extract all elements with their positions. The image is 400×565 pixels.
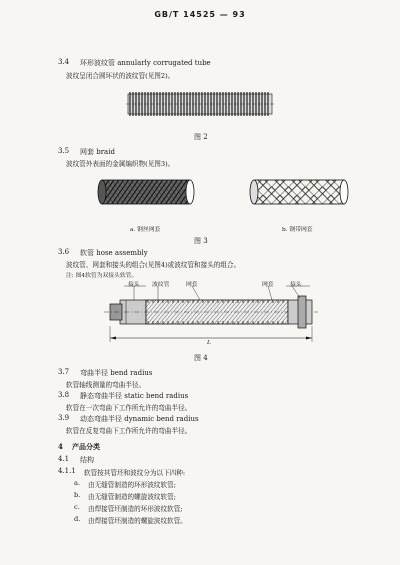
section-3-9-body: 软管在反复弯曲下工作所允许的弯曲半径。: [66, 427, 192, 435]
page-header: GB/T 14525 — 93: [154, 10, 246, 19]
figure-4-caption: 图 4: [194, 354, 208, 362]
section-3-4-body: 波纹呈闭合圆环状的波纹管(见图2)。: [66, 72, 175, 80]
section-3-8-number: 3.8: [58, 391, 70, 399]
figure-4-label-braid-right: 网套: [262, 282, 274, 288]
section-4-1-1-number: 4.1.1: [58, 467, 76, 475]
section-3-5-number: 3.5: [58, 147, 70, 155]
section-3-7-body: 软管轴线测量的弯曲半径。: [66, 381, 146, 389]
section-3-4-title: 环形波纹管 annularly corrugated tube: [80, 59, 211, 67]
figure-2-caption: 图 2: [194, 133, 208, 141]
list-item-c-mark: c.: [74, 503, 80, 511]
section-3-6-note: 注: 图4软管为双接头软管。: [66, 273, 138, 279]
section-3-6-number: 3.6: [58, 248, 70, 256]
section-3-9-number: 3.9: [58, 414, 70, 422]
list-item-b-mark: b.: [74, 491, 81, 499]
section-3-6-body: 波纹管、网套和接头的组合(见图4)或波纹管和接头的组合。: [66, 261, 241, 269]
section-4-1-1-intro: 软管按其管坯和波纹分为以下四种:: [84, 469, 186, 477]
section-4-title: 产品分类: [72, 442, 100, 451]
section-3-5-body: 波纹管外表面的金属编织物(见图3)。: [66, 160, 175, 168]
figure-4-label-tube: 波纹管: [152, 282, 170, 288]
figure-3-label-a: a. 钢丝网套: [130, 227, 161, 233]
figure-4-label-fitting-right: 接头: [290, 282, 302, 288]
section-4-number: 4: [58, 442, 63, 451]
section-3-4-number: 3.4: [58, 58, 70, 66]
figure-4-label-braid-left: 网套: [186, 282, 198, 288]
section-3-9-title: 动态弯曲半径 dynamic bend radius: [80, 415, 199, 423]
figure-4-label-fitting-left: 接头: [128, 282, 140, 288]
figure-4-dimension-L: L: [207, 340, 211, 346]
section-3-7-title: 弯曲半径 bend radius: [80, 369, 153, 377]
list-item-d-text: 由焊接管坯制造的螺旋波纹软管。: [88, 517, 187, 525]
list-item-d-mark: d.: [74, 515, 81, 523]
list-item-a-mark: a.: [74, 479, 81, 487]
section-4-1-title: 结构: [80, 456, 94, 464]
list-item-c-text: 由焊接管坯制造的环形波纹软管;: [88, 505, 183, 513]
section-3-8-title: 静态弯曲半径 static bend radius: [80, 392, 189, 400]
figure-3-caption: 图 3: [194, 237, 208, 245]
section-3-8-body: 软管在一次弯曲下工作所允许的弯曲半径。: [66, 404, 192, 412]
section-4-1-number: 4.1: [58, 455, 70, 463]
list-item-a-text: 由无缝管制造的环形波纹软管;: [88, 481, 176, 489]
section-3-6-title: 软管 hose assembly: [80, 249, 148, 257]
list-item-b-text: 由无缝管制造的螺旋波纹软管;: [88, 493, 176, 501]
section-3-7-number: 3.7: [58, 368, 70, 376]
right-fitting: [288, 296, 312, 328]
section-3-5-title: 网套 braid: [80, 148, 115, 156]
figure-3-label-b: b. 钢带网套: [282, 227, 313, 233]
